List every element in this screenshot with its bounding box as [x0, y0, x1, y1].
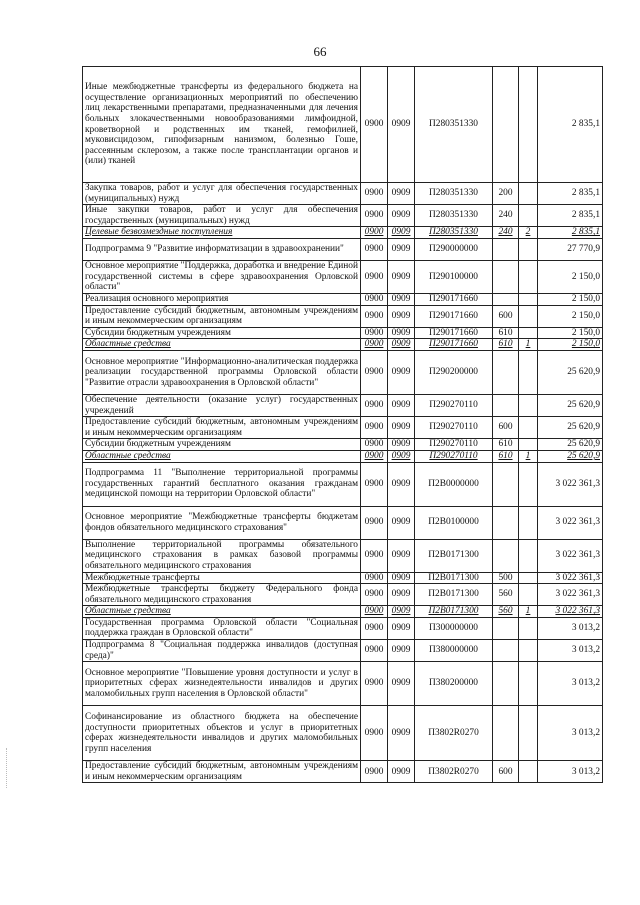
row-amount: 3 022 361,3	[538, 584, 603, 606]
row-amount: 3 022 361,3	[538, 506, 603, 539]
row-amount: 3 013,2	[538, 761, 603, 783]
row-subsection: 0909	[388, 584, 415, 606]
row-expense-type: 560	[493, 584, 519, 606]
row-section: 0900	[361, 584, 388, 606]
row-section: 0900	[361, 293, 388, 305]
row-name: Предоставление субсидий бюджетным, автономным учреждениям и иным некоммерческим организациям	[83, 761, 361, 783]
row-expense-type: 200	[493, 183, 519, 205]
row-name: Предоставление субсидий бюджетным, автономным учреждениям и иным некоммерческим организациям	[83, 305, 361, 327]
row-expense-type	[493, 506, 519, 539]
row-expense-type: 600	[493, 305, 519, 327]
row-amount: 2 150,0	[538, 305, 603, 327]
row-expense-type	[493, 350, 519, 394]
row-amount: 3 013,2	[538, 706, 603, 761]
row-source-code	[519, 238, 538, 260]
row-target-article: П280351330	[415, 227, 493, 239]
row-subsection: 0909	[388, 417, 415, 439]
table-row	[83, 662, 603, 706]
table-row	[83, 506, 603, 539]
row-name: Реализация основного мероприятия	[83, 293, 361, 305]
row-subsection: 0909	[388, 327, 415, 339]
row-expense-type	[493, 293, 519, 305]
table-row	[83, 539, 603, 572]
row-subsection: 0909	[388, 205, 415, 227]
row-target-article: П290200000	[415, 350, 493, 394]
row-amount: 2 835,1	[538, 205, 603, 227]
row-subsection: 0909	[388, 305, 415, 327]
row-target-article: П300000000	[415, 617, 493, 639]
row-section: 0900	[361, 305, 388, 327]
table-row	[83, 350, 603, 394]
row-subsection: 0909	[388, 761, 415, 783]
row-source-code	[519, 572, 538, 584]
row-name: Подпрограмма 9 "Развитие информатизации в здравоохранении"	[83, 238, 361, 260]
table-body	[83, 67, 603, 783]
row-subsection: 0909	[388, 293, 415, 305]
row-amount: 2 150,0	[538, 327, 603, 339]
row-subsection: 0909	[388, 617, 415, 639]
table-row	[83, 706, 603, 761]
row-source-code	[519, 350, 538, 394]
row-target-article: П2В0000000	[415, 462, 493, 506]
row-target-article: П290171660	[415, 293, 493, 305]
budget-table	[82, 66, 603, 783]
row-subsection: 0909	[388, 606, 415, 618]
row-section: 0900	[361, 350, 388, 394]
row-name: Основное мероприятие "Межбюджетные трансферты бюджетам фондов обязательного медицинского страхования"	[83, 506, 361, 539]
row-section: 0900	[361, 606, 388, 618]
row-source-code	[519, 506, 538, 539]
row-source-code	[519, 67, 538, 183]
row-amount: 25 620,9	[538, 350, 603, 394]
row-section: 0900	[361, 539, 388, 572]
row-amount: 25 620,9	[538, 394, 603, 416]
row-amount: 3 022 361,3	[538, 606, 603, 618]
row-name: Основное мероприятие "Информационно-аналитическая поддержка реализации государственной программы Орловской области "Развитие отрасли здравоохранения в Орловской области"	[83, 350, 361, 394]
row-section: 0900	[361, 227, 388, 239]
table-row	[83, 238, 603, 260]
row-name: Иные закупки товаров, работ и услуг для обеспечения государственных (муниципальных) нужд	[83, 205, 361, 227]
row-target-article: П2В0171300	[415, 584, 493, 606]
row-source-code	[519, 706, 538, 761]
row-section: 0900	[361, 260, 388, 293]
row-expense-type	[493, 67, 519, 183]
row-target-article: П3802R0270	[415, 761, 493, 783]
table-row	[83, 260, 603, 293]
row-source-code	[519, 539, 538, 572]
row-expense-type	[493, 640, 519, 662]
table-row	[83, 227, 603, 239]
table-row	[83, 339, 603, 351]
table-row	[83, 305, 603, 327]
row-subsection: 0909	[388, 640, 415, 662]
row-amount: 2 835,1	[538, 183, 603, 205]
row-name: Областные средства	[83, 339, 361, 351]
row-target-article: П2В0171300	[415, 572, 493, 584]
row-source-code	[519, 183, 538, 205]
row-source-code	[519, 293, 538, 305]
row-name: Государственная программа Орловской области "Социальная поддержка граждан в Орловской области"	[83, 617, 361, 639]
table-row	[83, 417, 603, 439]
row-amount: 2 835,1	[538, 67, 603, 183]
row-source-code: 2	[519, 227, 538, 239]
row-section: 0900	[361, 394, 388, 416]
row-subsection: 0909	[388, 238, 415, 260]
row-source-code	[519, 439, 538, 451]
row-name: Подпрограмма 11 "Выполнение территориальной программы государственных гарантий бесплатного оказания гражданам медицинской помощи на территории Орловской области"	[83, 462, 361, 506]
row-section: 0900	[361, 67, 388, 183]
row-subsection: 0909	[388, 572, 415, 584]
row-source-code	[519, 761, 538, 783]
row-target-article: П290171660	[415, 305, 493, 327]
margin-mark	[6, 748, 9, 788]
row-name: Субсидии бюджетным учреждениям	[83, 439, 361, 451]
row-target-article: П290100000	[415, 260, 493, 293]
row-amount: 3 022 361,3	[538, 572, 603, 584]
row-source-code	[519, 584, 538, 606]
row-target-article: П280351330	[415, 183, 493, 205]
row-expense-type	[493, 539, 519, 572]
row-amount: 25 620,9	[538, 417, 603, 439]
row-expense-type: 610	[493, 450, 519, 462]
row-name: Областные средства	[83, 450, 361, 462]
row-target-article: П290270110	[415, 439, 493, 451]
row-source-code: 1	[519, 339, 538, 351]
row-subsection: 0909	[388, 706, 415, 761]
row-expense-type: 610	[493, 339, 519, 351]
row-subsection: 0909	[388, 260, 415, 293]
row-name: Закупка товаров, работ и услуг для обеспечения государственных (муниципальных) нужд	[83, 183, 361, 205]
row-target-article: П290171660	[415, 327, 493, 339]
row-target-article: П290270110	[415, 394, 493, 416]
row-expense-type	[493, 260, 519, 293]
row-amount: 25 620,9	[538, 450, 603, 462]
row-subsection: 0909	[388, 394, 415, 416]
row-section: 0900	[361, 339, 388, 351]
table-row	[83, 293, 603, 305]
row-name: Областные средства	[83, 606, 361, 618]
row-amount: 3 022 361,3	[538, 539, 603, 572]
row-section: 0900	[361, 706, 388, 761]
row-target-article: П280351330	[415, 205, 493, 227]
row-amount: 3 013,2	[538, 617, 603, 639]
row-source-code	[519, 462, 538, 506]
row-amount: 2 835,1	[538, 227, 603, 239]
table-row	[83, 327, 603, 339]
table-row	[83, 572, 603, 584]
row-subsection: 0909	[388, 439, 415, 451]
row-expense-type: 600	[493, 761, 519, 783]
row-target-article: П2В0171300	[415, 539, 493, 572]
row-target-article: П290000000	[415, 238, 493, 260]
row-expense-type: 600	[493, 417, 519, 439]
row-expense-type: 240	[493, 205, 519, 227]
row-expense-type: 240	[493, 227, 519, 239]
row-amount: 27 770,9	[538, 238, 603, 260]
row-name: Софинансирование из областного бюджета на обеспечение доступности приоритетных объектов и услуг в приоритетных сферах жизнедеятельности инвалидов и других маломобильных групп населения	[83, 706, 361, 761]
row-section: 0900	[361, 238, 388, 260]
row-expense-type: 560	[493, 606, 519, 618]
table-row	[83, 761, 603, 783]
row-subsection: 0909	[388, 339, 415, 351]
row-section: 0900	[361, 417, 388, 439]
row-source-code	[519, 394, 538, 416]
row-subsection: 0909	[388, 227, 415, 239]
row-name: Межбюджетные трансферты бюджету Федерального фонда обязательного медицинского страхования	[83, 584, 361, 606]
row-expense-type: 500	[493, 572, 519, 584]
table-row	[83, 67, 603, 183]
row-section: 0900	[361, 205, 388, 227]
row-amount: 3 013,2	[538, 662, 603, 706]
row-target-article: П290171660	[415, 339, 493, 351]
row-subsection: 0909	[388, 450, 415, 462]
row-section: 0900	[361, 617, 388, 639]
row-section: 0900	[361, 506, 388, 539]
row-subsection: 0909	[388, 183, 415, 205]
row-subsection: 0909	[388, 67, 415, 183]
row-target-article: П3802R0270	[415, 706, 493, 761]
row-source-code	[519, 260, 538, 293]
row-source-code	[519, 617, 538, 639]
row-amount: 2 150,0	[538, 293, 603, 305]
row-target-article: П2В0100000	[415, 506, 493, 539]
row-subsection: 0909	[388, 350, 415, 394]
row-subsection: 0909	[388, 462, 415, 506]
row-section: 0900	[361, 462, 388, 506]
row-target-article: П290270110	[415, 417, 493, 439]
row-name: Выполнение территориальной программы обязательного медицинского страхования в рамках базовой программы обязательного медицинского страхования	[83, 539, 361, 572]
row-section: 0900	[361, 662, 388, 706]
row-section: 0900	[361, 572, 388, 584]
row-source-code	[519, 417, 538, 439]
row-expense-type: 610	[493, 327, 519, 339]
row-target-article: П380000000	[415, 640, 493, 662]
row-expense-type	[493, 238, 519, 260]
row-section: 0900	[361, 327, 388, 339]
row-section: 0900	[361, 640, 388, 662]
row-expense-type	[493, 394, 519, 416]
row-source-code	[519, 327, 538, 339]
row-amount: 2 150,0	[538, 339, 603, 351]
row-subsection: 0909	[388, 539, 415, 572]
row-amount: 25 620,9	[538, 439, 603, 451]
row-name: Субсидии бюджетным учреждениям	[83, 327, 361, 339]
row-expense-type	[493, 617, 519, 639]
table-row	[83, 394, 603, 416]
row-target-article: П290270110	[415, 450, 493, 462]
row-source-code: 1	[519, 450, 538, 462]
row-section: 0900	[361, 183, 388, 205]
table-row	[83, 640, 603, 662]
row-name: Основное мероприятие "Повышение уровня доступности и услуг в приоритетных сферах жизнедеятельности инвалидов и других маломобильных групп населения в Орловской области"	[83, 662, 361, 706]
row-amount: 2 150,0	[538, 260, 603, 293]
table-row	[83, 450, 603, 462]
row-name: Целевые безвозмездные поступления	[83, 227, 361, 239]
row-section: 0900	[361, 450, 388, 462]
table-row	[83, 584, 603, 606]
row-amount: 3 022 361,3	[538, 462, 603, 506]
row-source-code	[519, 205, 538, 227]
row-name: Иные межбюджетные трансферты из федерального бюджета на осуществление организационных мероприятий по обеспечению лиц лекарственными препаратами, предназначенными для лечения больных злокачественными новообразованиями лимфоидной, кроветворной и родственных им тканей, гемофилией, муковисцидозом, гипофизарным нанизмом, болезнью Гоше, рассеянным склерозом, а также после трансплантации органов и (или) тканей	[83, 67, 361, 183]
row-source-code	[519, 640, 538, 662]
row-name: Основное мероприятие "Поддержка, доработка и внедрение Единой государственной системы в сфере здравоохранения Орловской области"	[83, 260, 361, 293]
row-name: Подпрограмма 8 "Социальная поддержка инвалидов (доступная среда)"	[83, 640, 361, 662]
row-section: 0900	[361, 761, 388, 783]
row-expense-type	[493, 706, 519, 761]
table-row	[83, 617, 603, 639]
row-target-article: П2В0171300	[415, 606, 493, 618]
row-name: Межбюджетные трансферты	[83, 572, 361, 584]
row-source-code	[519, 305, 538, 327]
table-row	[83, 205, 603, 227]
page-number: 66	[313, 44, 327, 59]
table-row	[83, 439, 603, 451]
row-expense-type: 610	[493, 439, 519, 451]
row-expense-type	[493, 462, 519, 506]
row-name: Предоставление субсидий бюджетным, автономным учреждениям и иным некоммерческим организациям	[83, 417, 361, 439]
row-name: Обеспечение деятельности (оказание услуг) государственных учреждений	[83, 394, 361, 416]
row-source-code: 1	[519, 606, 538, 618]
row-target-article: П380200000	[415, 662, 493, 706]
row-source-code	[519, 662, 538, 706]
table-row	[83, 183, 603, 205]
row-subsection: 0909	[388, 506, 415, 539]
table-row	[83, 606, 603, 618]
row-subsection: 0909	[388, 662, 415, 706]
row-expense-type	[493, 662, 519, 706]
row-section: 0900	[361, 439, 388, 451]
row-amount: 3 013,2	[538, 640, 603, 662]
row-target-article: П280351330	[415, 67, 493, 183]
table-row	[83, 462, 603, 506]
